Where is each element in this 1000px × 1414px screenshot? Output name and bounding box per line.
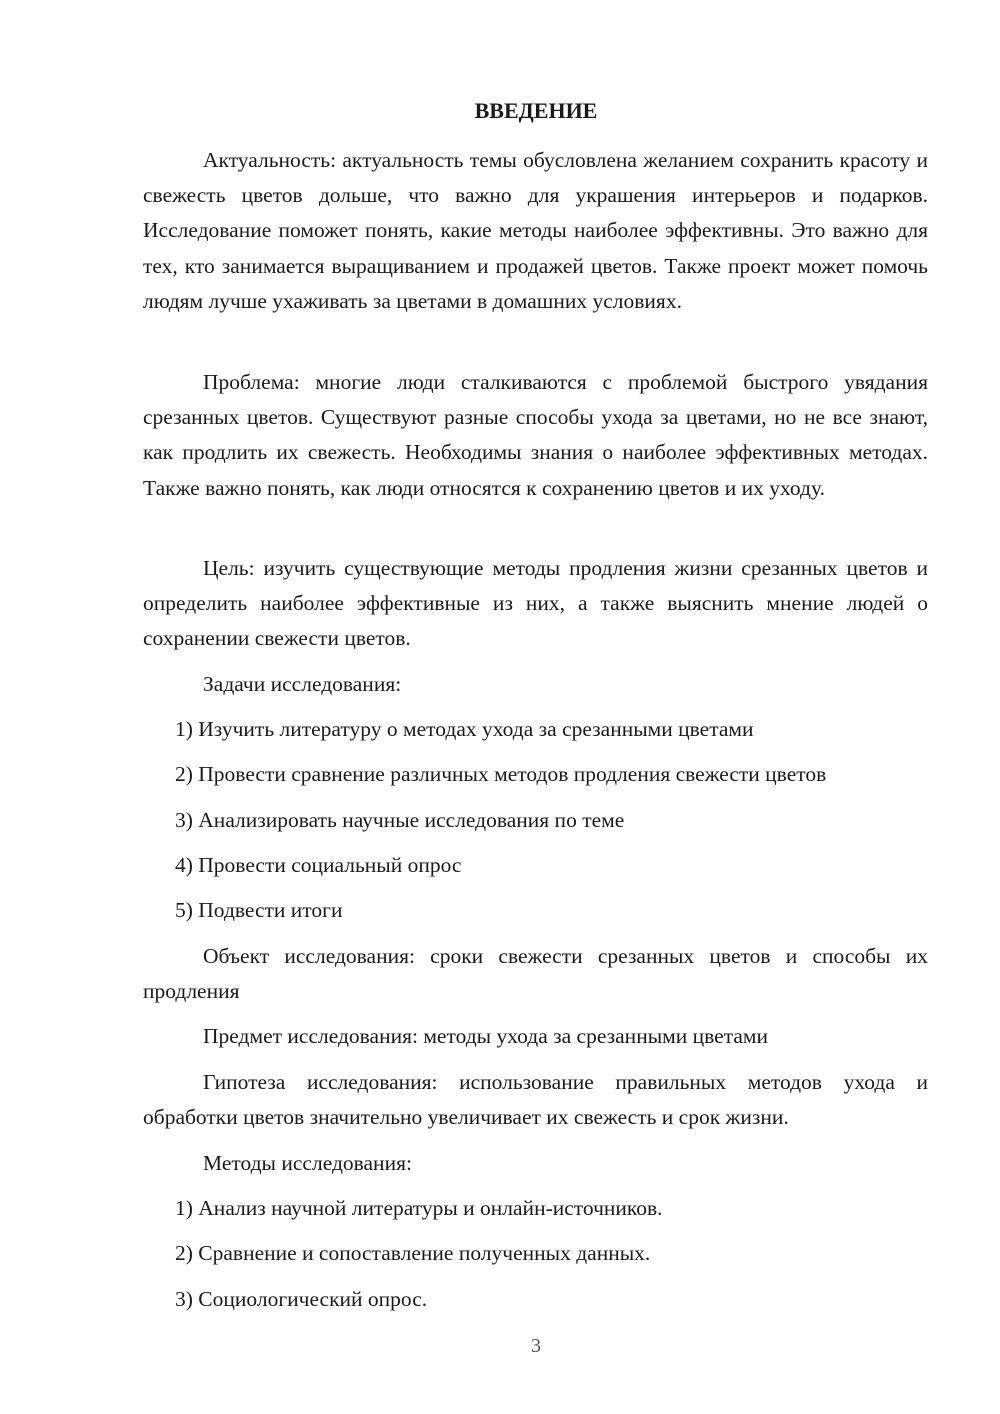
task-item: 1) Изучить литературу о методах ухода за срезанными цветами xyxy=(175,717,754,741)
methods-label: Методы исследования: xyxy=(203,1151,412,1175)
tasks-label: Задачи исследования: xyxy=(203,672,402,696)
object-paragraph: Объект исследования: сроки свежести срезанных цветов и способы их продления xyxy=(143,944,928,1004)
method-item: 2) Сравнение и сопоставление полученных данных. xyxy=(175,1241,651,1265)
problem-paragraph: Проблема: многие люди сталкиваются с проблемой быстрого увядания срезанных цветов. Существуют разные способы ухода за цветами, но не все знают, как продлить их свежесть. Необходимы знания о наиболее эффективных методах. Также важно понять, как люди относятся к сохранению цветов и их уходу. xyxy=(143,370,928,500)
hypothesis-paragraph: Гипотеза исследования: использование правильных методов ухода и обработки цветов значительно увеличивает их свежесть и срок жизни. xyxy=(143,1070,928,1130)
method-item: 3) Социологический опрос. xyxy=(175,1287,428,1311)
subject-paragraph: Предмет исследования: методы ухода за срезанными цветами xyxy=(203,1024,769,1048)
method-item: 1) Анализ научной литературы и онлайн-источников. xyxy=(175,1196,663,1220)
task-item: 2) Провести сравнение различных методов продления свежести цветов xyxy=(175,762,827,786)
task-item: 4) Провести социальный опрос xyxy=(175,853,462,877)
page-number: 3 xyxy=(531,1335,541,1357)
relevance-paragraph: Актуальность: актуальность темы обусловлена желанием сохранить красоту и свежесть цветов дольше, что важно для украшения интерьеров и подарков. Исследование поможет понять, какие методы наиболее эффективны. Это важно для тех, кто занимается выращиванием и продажей цветов. Также проект может помочь людям лучше ухаживать за цветами в домашних условиях. xyxy=(143,148,928,313)
goal-paragraph: Цель: изучить существующие методы продления жизни срезанных цветов и определить наиболее эффективные из них, а также выяснить мнение людей о сохранении свежести цветов. xyxy=(143,556,928,651)
section-heading: ВВЕДЕНИЕ xyxy=(474,98,598,123)
task-item: 5) Подвести итоги xyxy=(175,898,343,922)
task-item: 3) Анализировать научные исследования по теме xyxy=(175,808,625,832)
